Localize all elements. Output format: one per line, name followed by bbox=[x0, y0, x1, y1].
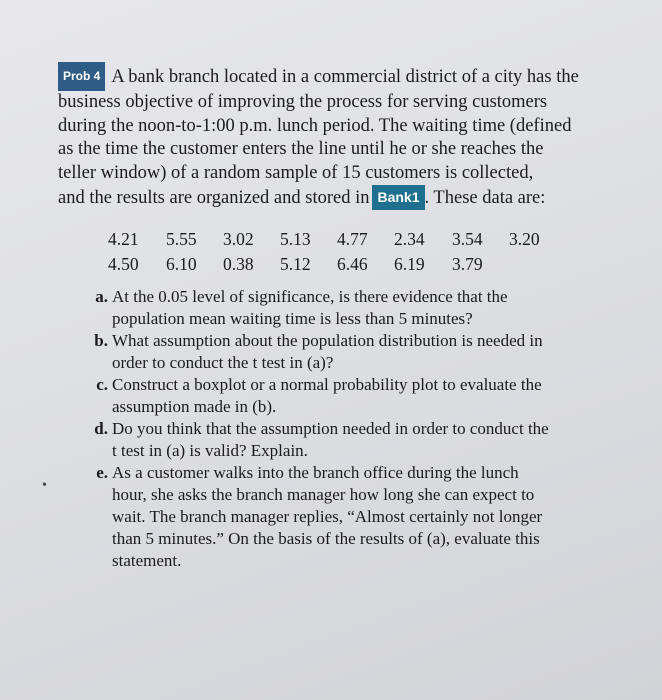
data-value: 6.10 bbox=[166, 254, 197, 274]
problem-badge: Prob 4 bbox=[58, 62, 105, 91]
question-line: order to conduct the t test in (a)? bbox=[112, 353, 334, 372]
data-value: 4.21 bbox=[108, 229, 139, 249]
question-line: t test in (a) is valid? Explain. bbox=[112, 441, 308, 460]
data-value: 4.77 bbox=[337, 229, 368, 249]
question-item bbox=[80, 418, 590, 462]
question-letter: d. bbox=[94, 419, 108, 438]
intro-tail: . These data are: bbox=[424, 188, 546, 209]
question-line: Construct a boxplot or a normal probability plot to evaluate the bbox=[112, 375, 542, 394]
question-line: assumption made in (b). bbox=[112, 397, 277, 416]
question-text bbox=[112, 418, 590, 462]
data-value: 0.38 bbox=[223, 254, 254, 274]
data-value: 3.54 bbox=[452, 229, 483, 249]
question-item bbox=[80, 374, 590, 418]
question-line: Do you think that the assumption needed in order to conduct the bbox=[112, 419, 549, 438]
problem-statement bbox=[58, 62, 598, 210]
question-item bbox=[80, 462, 590, 572]
question-text bbox=[112, 374, 590, 418]
data-value: 5.55 bbox=[166, 229, 197, 249]
data-value: 6.19 bbox=[394, 254, 425, 274]
data-value: 3.02 bbox=[223, 229, 254, 249]
intro-line-2: business objective of improving the process for serving customers bbox=[58, 92, 548, 113]
question-item bbox=[80, 330, 590, 374]
data-value: 3.79 bbox=[452, 254, 483, 274]
data-value: 6.46 bbox=[337, 254, 368, 274]
question-line: wait. The branch manager replies, “Almost certainly not longer bbox=[112, 507, 543, 526]
intro-line-5: teller window) of a random sample of 15 customers is collected, bbox=[58, 162, 534, 183]
dataset-tag[interactable]: Bank1 bbox=[372, 185, 424, 210]
question-line: hour, she asks the branch manager how long she can expect to bbox=[112, 485, 535, 504]
intro-line-1: A bank branch located in a commercial district of a city has the bbox=[111, 67, 579, 87]
question-letter: a. bbox=[95, 287, 108, 306]
question-letter: e. bbox=[96, 463, 108, 482]
question-line: statement. bbox=[112, 551, 182, 570]
question-item bbox=[80, 286, 590, 330]
question-text bbox=[112, 330, 590, 374]
intro-line-6: and the results are organized and stored in bbox=[58, 188, 370, 209]
question-line: As a customer walks into the branch office during the lunch bbox=[112, 463, 519, 482]
question-line: than 5 minutes.” On the basis of the results of (a), evaluate this bbox=[112, 529, 540, 548]
data-value: 5.13 bbox=[280, 229, 311, 249]
stray-mark: • bbox=[42, 478, 47, 493]
data-value: 4.50 bbox=[108, 254, 139, 274]
question-line: population mean waiting time is less than 5 minutes? bbox=[112, 309, 473, 328]
question-text bbox=[112, 462, 590, 572]
question-line: At the 0.05 level of significance, is there evidence that the bbox=[112, 287, 508, 306]
question-letter: b. bbox=[94, 331, 108, 350]
data-value: 3.20 bbox=[509, 229, 540, 249]
question-text bbox=[112, 286, 590, 330]
question-list bbox=[80, 286, 590, 572]
question-letter: c. bbox=[96, 375, 108, 394]
intro-line-3: during the noon-to-1:00 p.m. lunch period. The waiting time (defined bbox=[58, 115, 572, 136]
data-value: 2.34 bbox=[394, 229, 425, 249]
intro-line-4: as the time the customer enters the line until he or she reaches the bbox=[58, 139, 544, 160]
data-value: 5.12 bbox=[280, 254, 311, 274]
question-line: What assumption about the population distribution is needed in bbox=[112, 331, 543, 350]
